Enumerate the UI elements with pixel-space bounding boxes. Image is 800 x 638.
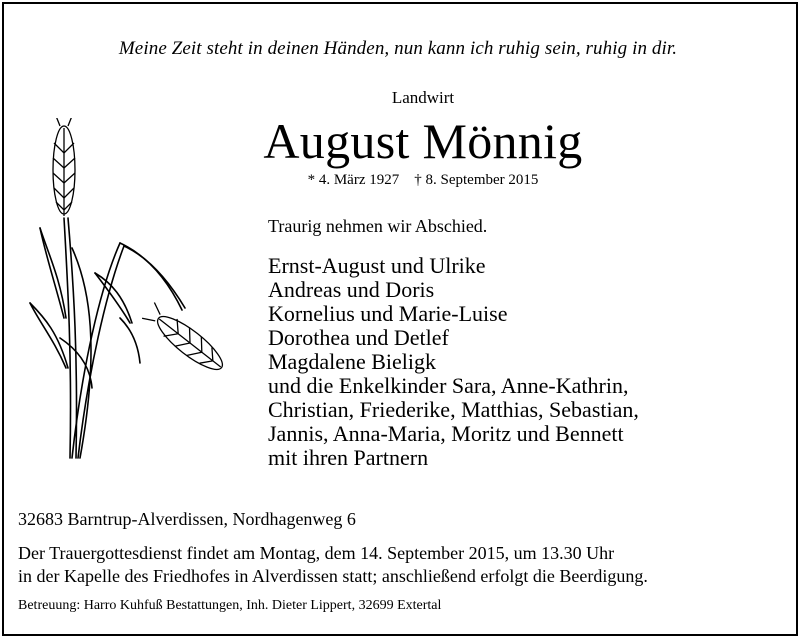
mourner-line: Christian, Friederike, Matthias, Sebastian, [268, 397, 639, 422]
undertaker-credit: Betreuung: Harro Kuhfuß Bestattungen, Inh. Dieter Lippert, 32699 Extertal [18, 598, 442, 613]
mourner-line: mit ihren Partnern [268, 445, 429, 470]
life-dates [0, 172, 800, 189]
mourner-line: Jannis, Anna-Maria, Moritz und Bennett [268, 421, 624, 446]
mourner-line: Dorothea und Detlef [268, 325, 449, 350]
farewell-line: Traurig nehmen wir Abschied. [268, 216, 488, 236]
mourner-line: und die Enkelkinder Sara, Anne-Kathrin, [268, 373, 629, 398]
service-line: in der Kapelle des Friedhofes in Alverdissen statt; anschließend erfolgt die Beerdigung. [18, 566, 648, 586]
mourner-line: Andreas und Doris [268, 277, 435, 302]
deceased-name: August Mönnig [263, 113, 583, 169]
mourner-line: Kornelius und Marie-Luise [268, 301, 508, 326]
mourner-line: Ernst-August und Ulrike [268, 253, 486, 278]
funeral-service-info [18, 542, 648, 588]
motto-verse: Meine Zeit steht in deinen Händen, nun kann ich ruhig sein, ruhig in dir. [118, 38, 678, 59]
wheat-ears-icon [20, 118, 230, 468]
family-address: 32683 Barntrup-Alverdissen, Nordhagenweg 6 [18, 509, 356, 529]
death-date: † 8. September 2015 [414, 172, 539, 188]
mourner-line: Magdalene Bieligk [268, 349, 437, 374]
profession-label: Landwirt [391, 88, 455, 107]
mourners-list [268, 254, 639, 470]
service-line: Der Trauergottesdienst findet am Montag, dem 14. September 2015, um 13.30 Uhr [18, 543, 615, 563]
birth-date: * 4. März 1927 [307, 172, 400, 188]
